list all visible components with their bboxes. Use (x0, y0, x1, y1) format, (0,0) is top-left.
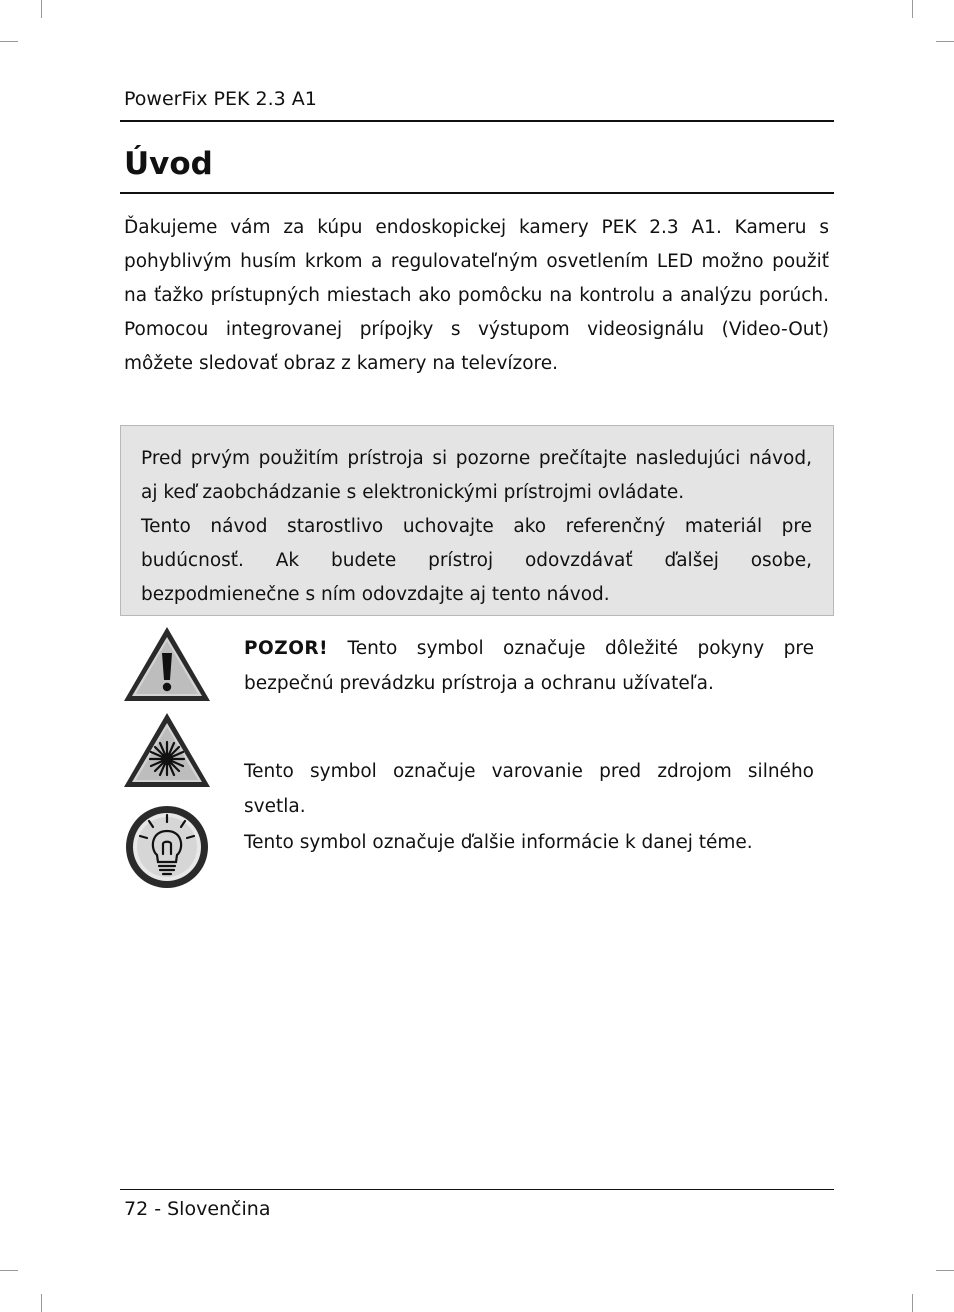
symbol-description: Tento symbol označuje ďalšie informácie k danej téme. (244, 832, 753, 853)
header-rule (120, 120, 834, 122)
symbol-description: Tento symbol označuje varovanie pred zdrojom silného svetla. (244, 761, 814, 817)
footer-rule (120, 1189, 834, 1190)
section-title: Úvod (124, 146, 213, 182)
notice-paragraph: Pred prvým použitím prístroja si pozorne prečítajte nasledujúci návod, aj keď zaobchádzanie s elektronickými prístrojmi ovládate. (141, 448, 812, 503)
crop-mark (0, 41, 18, 42)
intro-paragraph: Ďakujeme vám za kúpu endoskopickej kamery PEK 2.3 A1. Kameru s pohyblivým husím krkom a regulovateľným osvetlením LED možno použiť na ťažko prístupných miestach ako pomôcku na kontrolu a analýzu porúch. Pomocou integrovanej prípojky s výstupom videosignálu (Video-Out) môžete sledovať obraz z kamery na televízore. (124, 217, 829, 374)
warning-exclamation-icon (122, 625, 212, 703)
caution-label: POZOR! (244, 638, 329, 659)
crop-mark (41, 0, 42, 18)
lightbulb-info-icon (122, 804, 212, 888)
crop-mark (41, 1294, 42, 1312)
notice-box (120, 425, 834, 616)
crop-mark (0, 1270, 18, 1271)
crop-mark (936, 41, 954, 42)
running-header: PowerFix PEK 2.3 A1 (124, 88, 317, 110)
title-rule (120, 192, 834, 194)
page-number: 72 - Slovenčina (124, 1198, 271, 1220)
symbol-description (244, 631, 814, 701)
notice-paragraph: Tento návod starostlivo uchovajte ako referenčný materiál pre budúcnosť. Ak budete prístroj odovzdávať ďalšej osobe, bezpodmienečne s ním odovzdajte aj tento návod. (141, 516, 812, 605)
crop-mark (912, 0, 913, 18)
crop-mark (936, 1270, 954, 1271)
symbol-text: Tento symbol označuje dôležité pokyny pre bezpečnú prevádzku prístroja a ochranu užívateľa. (244, 638, 814, 694)
bright-light-warning-icon (122, 711, 212, 789)
crop-mark (912, 1294, 913, 1312)
